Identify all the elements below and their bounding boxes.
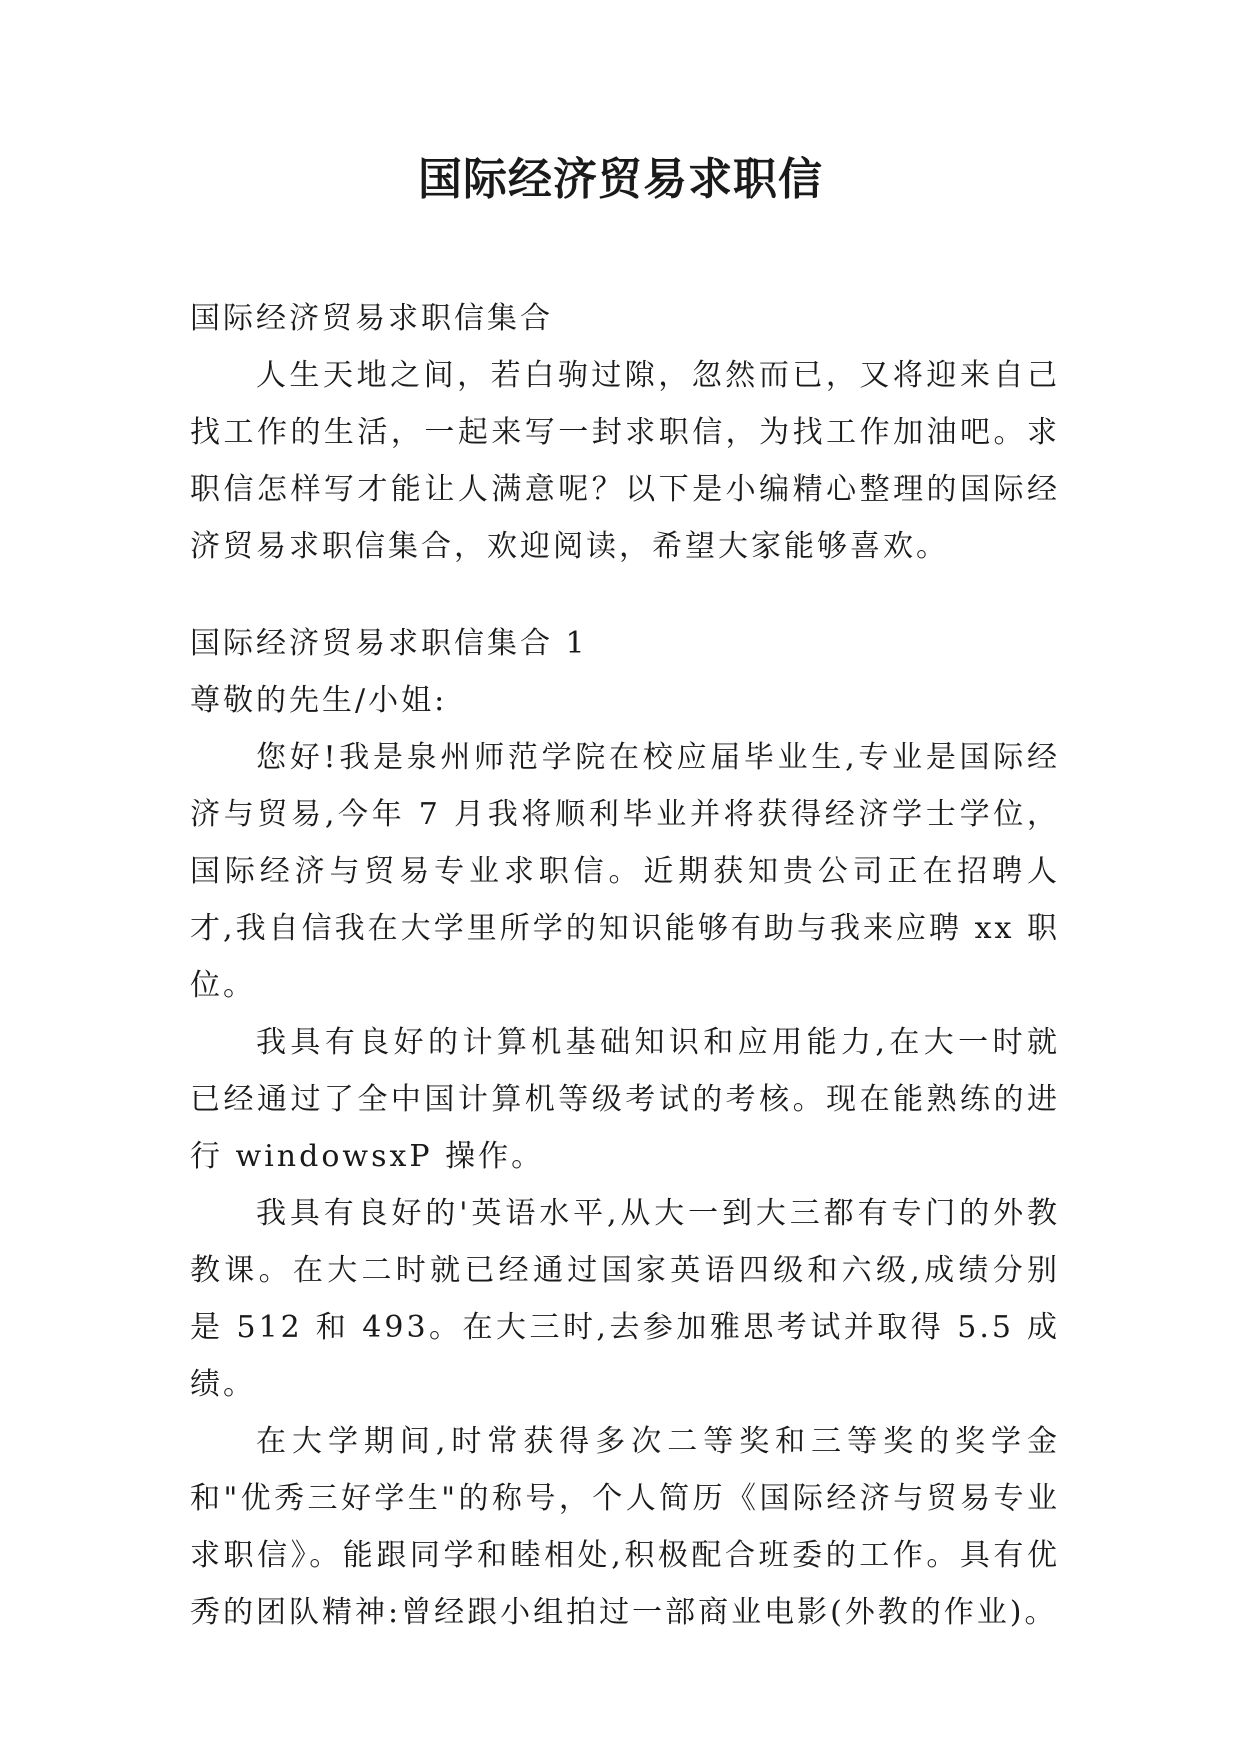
body-paragraph: 在大学期间,时常获得多次二等奖和三等奖的奖学金和"优秀三好学生"的称号，个人简历《国际经济与贸易专业求职信》。能跟同学和睦相处,积极配合班委的工作。具有优秀的团队精神:曾经跟小组拍过一部商业电影(外教的作业)。 (190, 1424, 1060, 1630)
section-heading: 国际经济贸易求职信集合 (190, 301, 553, 336)
document-title: 国际经济贸易求职信 (418, 154, 823, 205)
body-paragraph: 您好!我是泉州师范学院在校应届毕业生,专业是国际经济与贸易,今年 7 月我将顺利毕业并将获得经济学士学位，国际经济与贸易专业求职信。近期获知贵公司正在招聘人才,我自信我在大学里所学的知识能够有助与我来应聘 xx 职位。 (190, 740, 1060, 1003)
document-body (190, 290, 1060, 1641)
body-paragraph: 我具有良好的'英语水平,从大一到大三都有专门的外教教课。在大二时就已经通过国家英语四级和六级,成绩分别是 512 和 493。在大三时,去参加雅思考试并取得 5.5 成绩。 (190, 1196, 1060, 1402)
intro-paragraph: 人生天地之间，若白驹过隙，忽然而已，又将迎来自己找工作的生活，一起来写一封求职信，为找工作加油吧。求职信怎样写才能让人满意呢？以下是小编精心整理的国际经济贸易求职信集合，欢迎阅读，希望大家能够喜欢。 (190, 358, 1060, 564)
section-heading: 国际经济贸易求职信集合 1 (190, 626, 588, 661)
salutation: 尊敬的先生/小姐: (190, 683, 448, 718)
body-paragraph: 我具有良好的计算机基础知识和应用能力,在大一时就已经通过了全中国计算机等级考试的考核。现在能熟练的进行 windowsxP 操作。 (190, 1025, 1060, 1174)
